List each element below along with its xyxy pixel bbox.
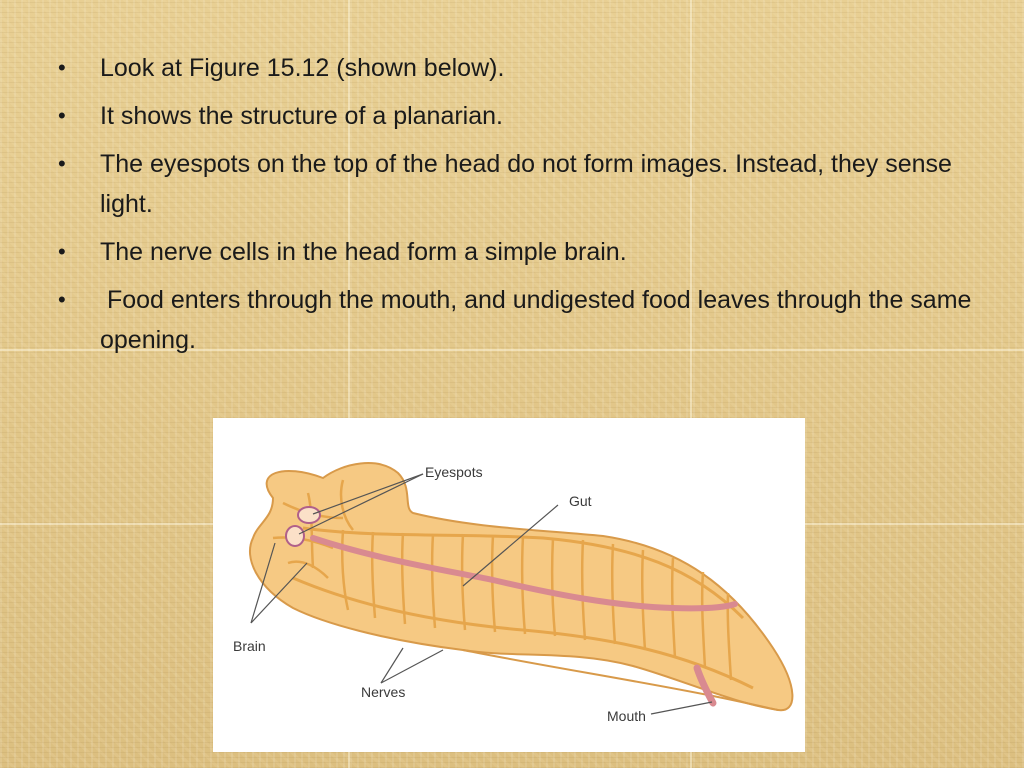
nerves-label: Nerves: [361, 684, 406, 700]
bullet-item: [56, 280, 979, 360]
planarian-figure: [213, 418, 805, 752]
mouth-label: Mouth: [607, 708, 646, 724]
bullet-item: [56, 48, 976, 88]
bullet-item: [56, 232, 976, 272]
eyespot: [298, 507, 320, 523]
bullet-dot-icon: •: [58, 55, 66, 80]
planarian-illustration: [213, 418, 805, 752]
eyespot: [286, 526, 304, 546]
bullet-list: [56, 48, 979, 368]
bullet-item: [56, 96, 976, 136]
gut-label: Gut: [569, 493, 592, 509]
bullet-text: Food enters through the mouth, and undigested food leaves through the same opening.: [100, 286, 979, 354]
brain-label: Brain: [233, 638, 266, 654]
eyespots-label: Eyespots: [425, 464, 483, 480]
bullet-text: The nerve cells in the head form a simple brain.: [100, 238, 627, 266]
bullet-item: [56, 144, 976, 224]
bullet-dot-icon: •: [58, 239, 66, 264]
bullet-dot-icon: •: [58, 151, 66, 176]
bullet-dot-icon: •: [58, 103, 66, 128]
bullet-text: Look at Figure 15.12 (shown below).: [100, 54, 505, 82]
bullet-text: It shows the structure of a planarian.: [100, 102, 503, 130]
bullet-dot-icon: •: [58, 287, 66, 312]
bullet-text: The eyespots on the top of the head do not form images. Instead, they sense light.: [100, 150, 952, 218]
